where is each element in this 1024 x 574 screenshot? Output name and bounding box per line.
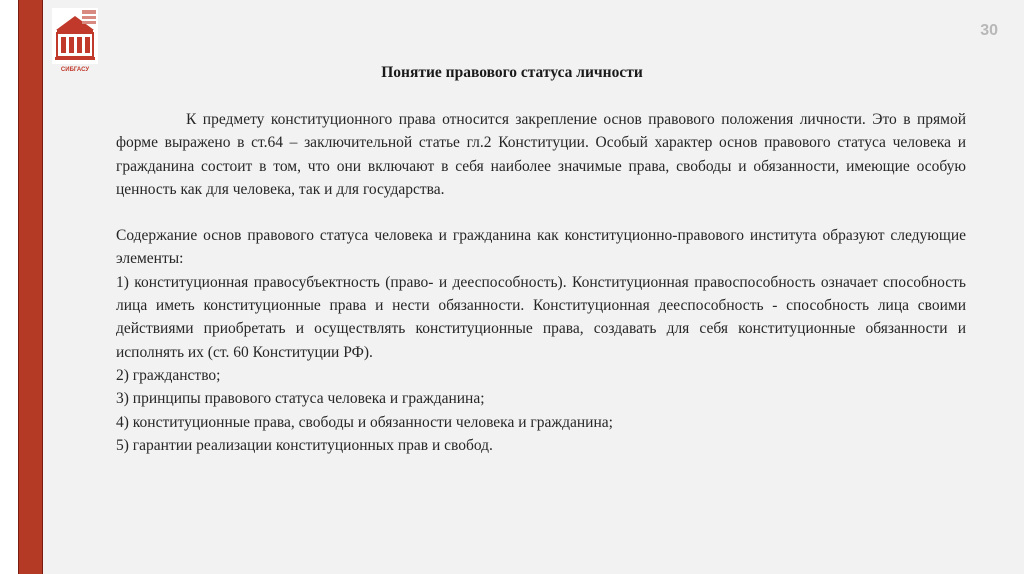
list-item: 3) принципы правового статуса человека и гражданина; — [116, 390, 485, 408]
list-item: 1) конституционная правосубъектность (право- и дееспособность). Конституционная правоспособность означает способность лица иметь конституционные права и нести обязанности. Конституционная дееспособность - способность лица своими действиями приобретать и осуществлять конституционные права, создавать для себя конституционные обязанности и исполнять их (ст. 60 Конституции РФ). — [116, 273, 966, 361]
paragraph-2: Содержание основ правового статуса человека и гражданина как конституционно-правового института образуют следующие элементы: — [116, 227, 966, 268]
paragraph-gap — [116, 201, 966, 224]
logo-caption: СИБГАСУ — [60, 67, 90, 73]
page-number: 30 — [980, 22, 998, 39]
accent-bar — [18, 0, 43, 574]
list-item: 5) гарантии реализации конституционных прав и свобод. — [116, 436, 493, 454]
slide-title: Понятие правового статуса личности — [381, 64, 643, 81]
paragraph-1: К предмету конституционного права относится закрепление основ правового положения личности. Это в прямой форме выражено в ст.64 – заключительной статье гл.2 Конституции. Особый характер основ правового статуса человека и гражданина состоит в том, что они включают в себя наиболее значимые права, свободы и обязанности, имеющие особую ценность как для человека, так и для государства. — [116, 111, 966, 198]
slide-body — [116, 108, 966, 457]
list-item: 4) конституционные права, свободы и обязанности человека и гражданина; — [116, 413, 613, 431]
list-item: 2) гражданство; — [116, 366, 221, 384]
